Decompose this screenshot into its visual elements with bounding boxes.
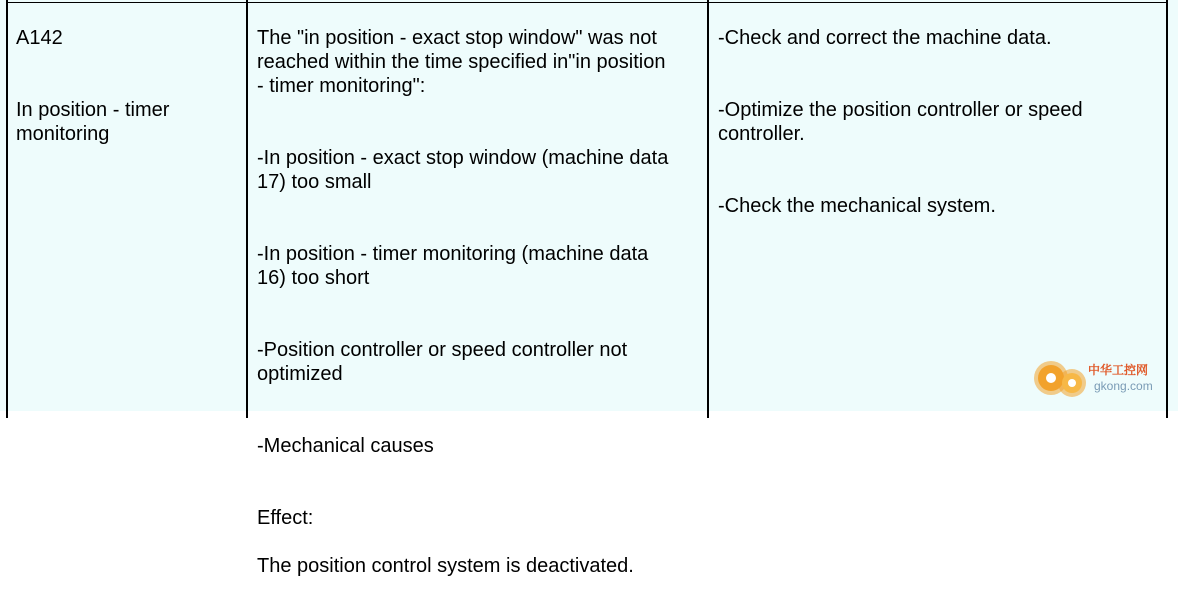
cause-item: -Position controller or speed controller not optimized xyxy=(257,339,628,385)
remedy-item: -Check and correct the machine data. xyxy=(718,27,1052,49)
cause-intro: The "in position - exact stop window" was not reached within the time specified in"in position - timer monitoring": xyxy=(257,27,666,97)
effect-text: The position control system is deactivated. xyxy=(257,555,634,577)
cause-column xyxy=(257,2,703,602)
watermark-url: gkong.com xyxy=(1094,379,1153,393)
remedy-item: -Check the mechanical system. xyxy=(718,195,996,217)
alarm-title: In position - timer monitoring xyxy=(16,99,170,145)
alarm-code: A142 xyxy=(16,27,63,49)
column-divider-2 xyxy=(707,0,709,418)
cause-item: -In position - exact stop window (machine data 17) too small xyxy=(257,147,669,193)
column-divider-1 xyxy=(246,0,248,418)
cause-item: -Mechanical causes xyxy=(257,435,434,457)
watermark-logo xyxy=(1032,355,1172,401)
gear-icon xyxy=(1038,365,1064,391)
alarm-column xyxy=(16,2,240,170)
remedy-item: -Optimize the position controller or speed controller. xyxy=(718,99,1083,145)
cause-item: -In position - timer monitoring (machine data 16) too short xyxy=(257,243,649,289)
remedy-column xyxy=(718,2,1158,242)
watermark-brand: 中华工控网 xyxy=(1088,363,1149,377)
effect-label: Effect: xyxy=(257,507,314,529)
gear-icon xyxy=(1062,373,1082,393)
